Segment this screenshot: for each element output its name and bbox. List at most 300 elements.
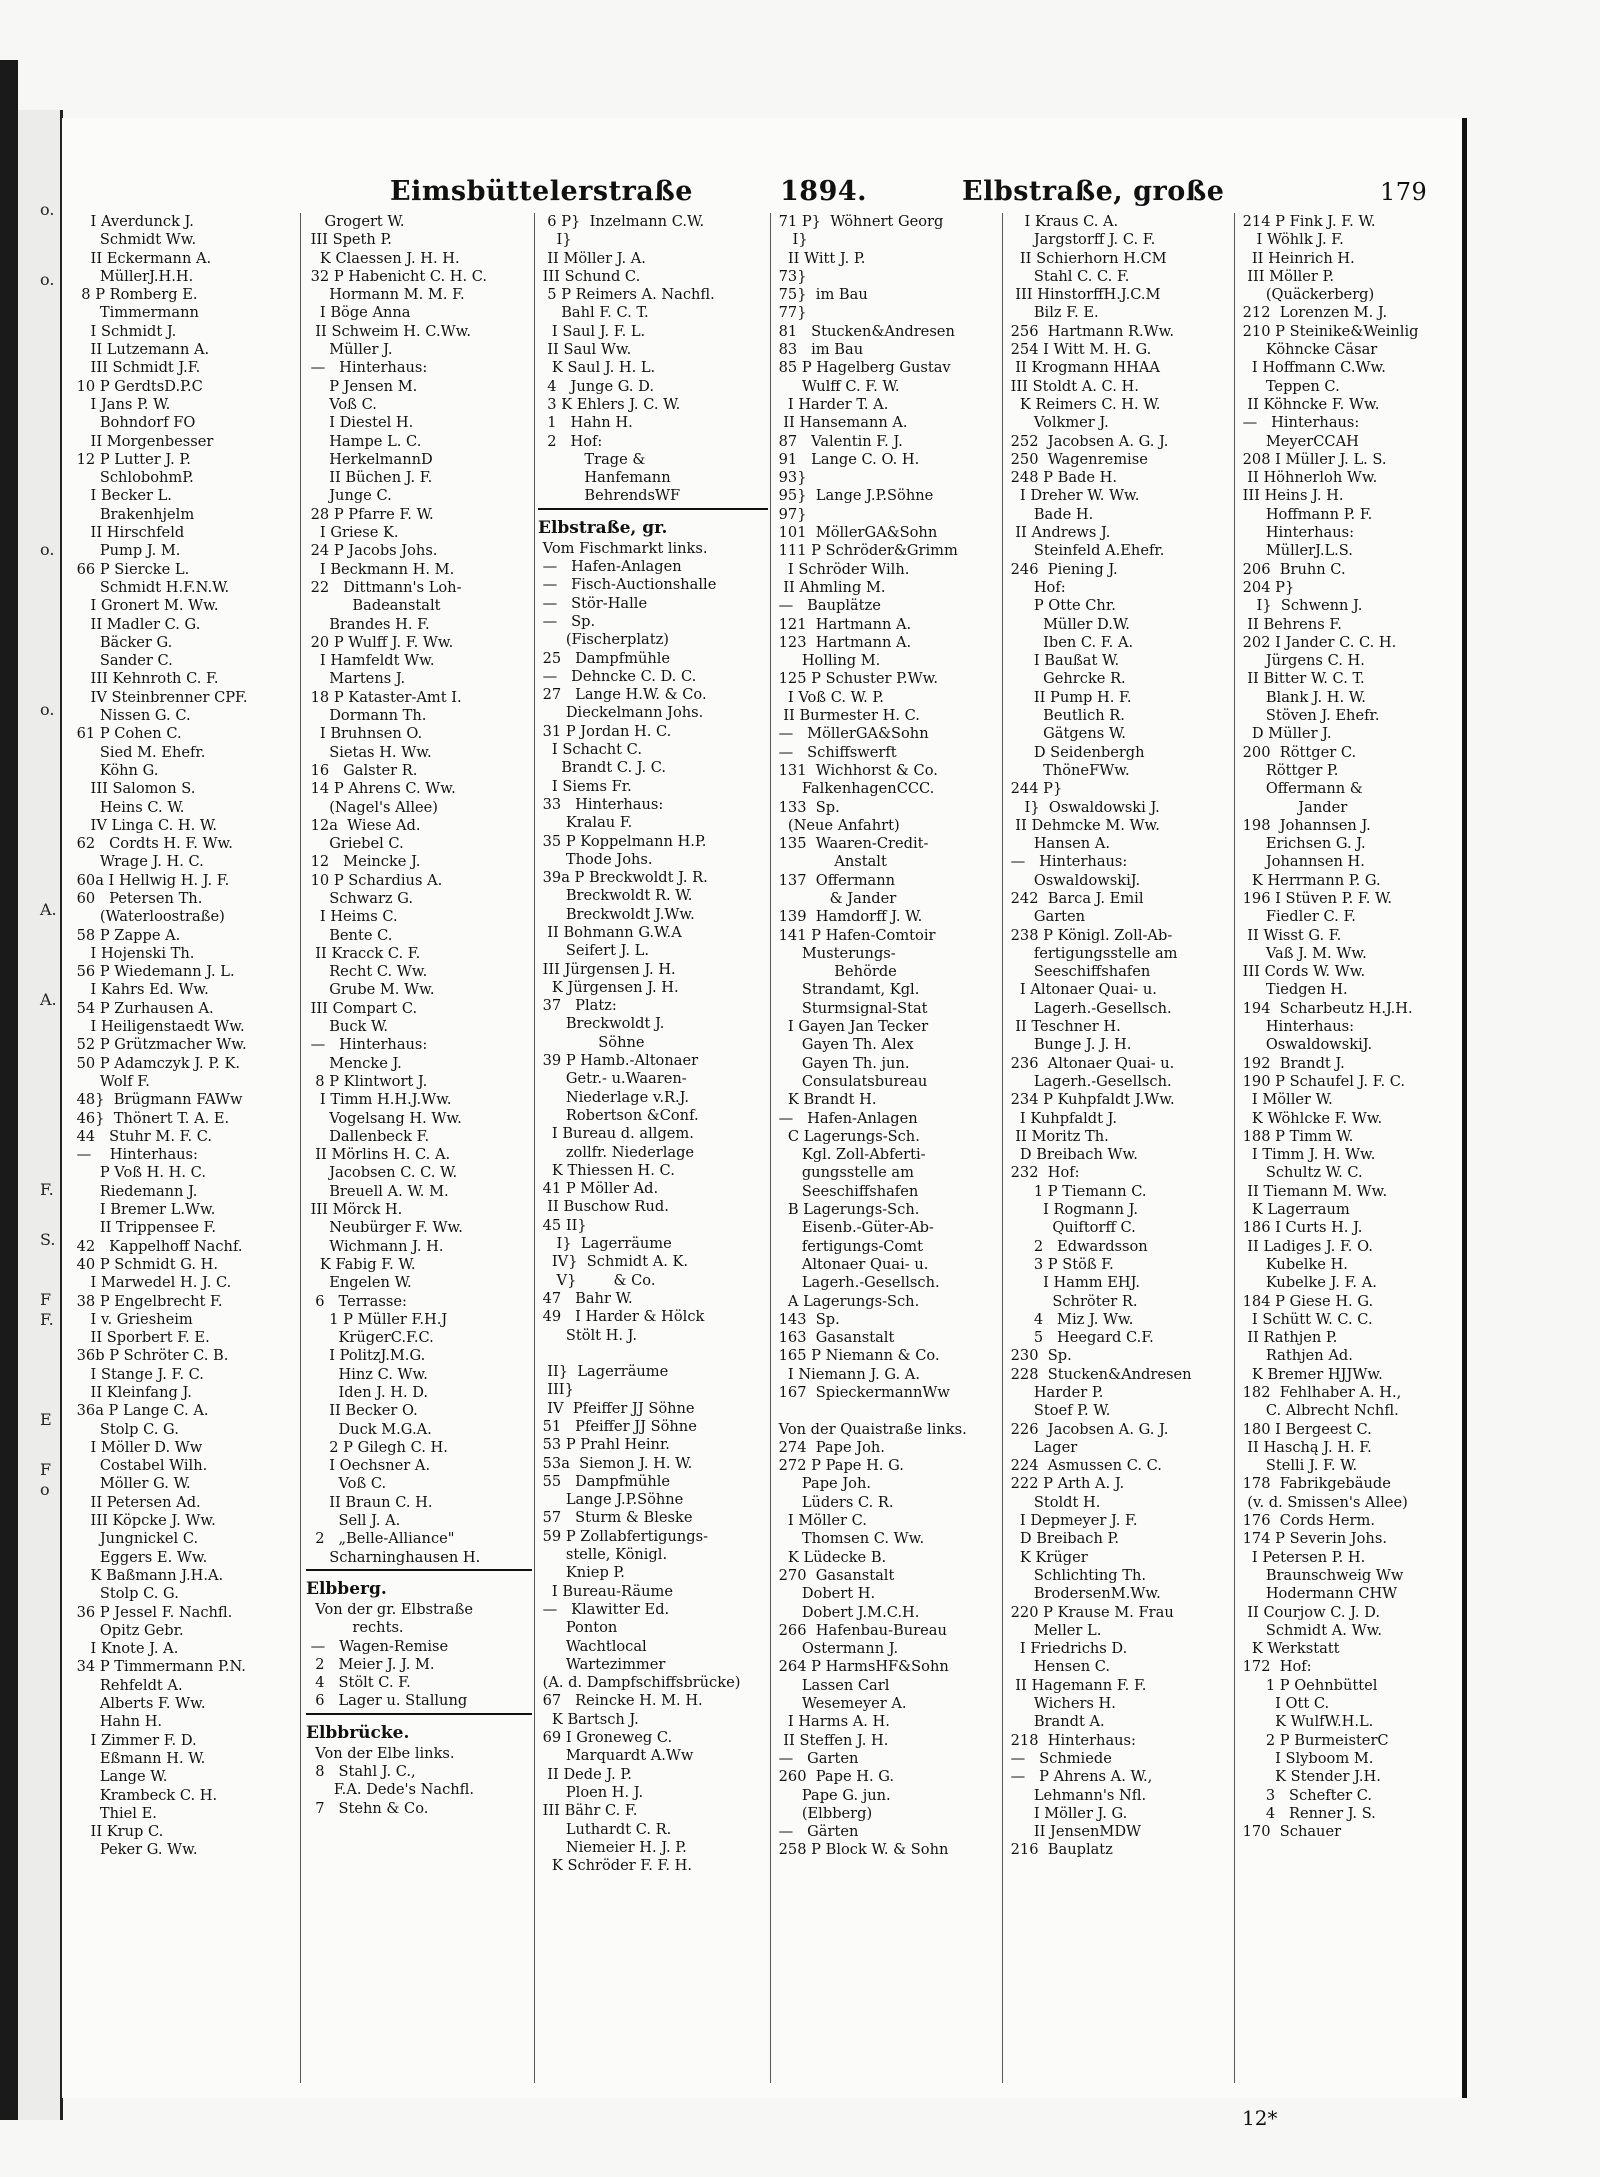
directory-entry: III Jürgensen J. H. <box>538 960 676 978</box>
directory-entry: I Schröder Wilh. <box>774 560 910 578</box>
directory-entry: P Otte Chr. <box>1006 597 1116 615</box>
directory-entry: 85 P Hagelberg Gustav <box>774 359 951 377</box>
directory-entry: I Voß C. W. P. <box>774 688 884 706</box>
directory-entry: 218 Hinterhaus: <box>1006 1731 1136 1749</box>
directory-entry: 174 P Severin Johs. <box>1238 1530 1387 1548</box>
directory-entry: Wichmann J. H. <box>306 1237 444 1255</box>
directory-entry: Schmidt Ww. <box>72 231 197 249</box>
directory-entry: II Bitter W. C. T. <box>1238 670 1365 688</box>
directory-entry: 41 P Möller Ad. <box>538 1180 659 1198</box>
directory-entry: 254 I Witt M. H. G. <box>1006 341 1152 359</box>
directory-entry: 28 P Pfarre F. W. <box>306 505 434 523</box>
directory-entry: Wesemeyer A. <box>774 1695 907 1713</box>
prev-page-fragment: S. <box>40 1230 56 1249</box>
directory-entry: II Krogmann HHAA <box>1006 359 1160 377</box>
directory-entry: II Steffen J. H. <box>774 1731 889 1749</box>
directory-entry: Strandamt, Kgl. <box>774 981 920 999</box>
directory-entry: Bade H. <box>1006 505 1094 523</box>
directory-entry: 71 P} Wöhnert Georg <box>774 213 944 230</box>
prev-page-fragment: F <box>40 1290 52 1309</box>
directory-entry: (Elbberg) <box>774 1804 873 1822</box>
directory-entry: K Thiessen H. C. <box>538 1161 675 1179</box>
directory-entry: 111 P Schröder&Grimm <box>774 542 958 560</box>
directory-entry: K Schröder F. F. H. <box>538 1857 693 1875</box>
directory-entry: 75} im Bau <box>774 286 868 304</box>
directory-entry: MüllerJ.L.S. <box>1238 542 1353 560</box>
directory-entry: 60 Petersen Th. <box>72 889 203 907</box>
directory-entry: Costabel Wilh. <box>72 1457 208 1475</box>
directory-entry: II Heinrich H. <box>1238 249 1355 267</box>
directory-entry: — Garten <box>774 1749 859 1767</box>
directory-entry: Pump J. M. <box>72 542 181 560</box>
directory-entry: ThöneFWw. <box>1006 761 1130 779</box>
directory-entry: 163 Gasanstalt <box>774 1329 895 1347</box>
directory-entry: & Jander <box>774 889 897 907</box>
directory-entry: rechts. <box>306 1619 404 1637</box>
directory-entry: Peker G. Ww. <box>72 1841 198 1859</box>
directory-entry: Kniep P. <box>538 1564 625 1582</box>
directory-entry: Jander <box>1238 798 1348 816</box>
directory-entry: Engelen W. <box>306 1274 412 1292</box>
directory-entry: 202 I Jander C. C. H. <box>1238 633 1397 651</box>
prev-page-fragment: A. <box>40 900 57 919</box>
directory-entry: Vaß J. M. Ww. <box>1238 944 1367 962</box>
directory-entry: IV Linga C. H. W. <box>72 816 217 834</box>
prev-page-fragment: F. <box>40 1180 54 1199</box>
directory-entry: Badeanstalt <box>306 597 441 615</box>
directory-entry: (Quäckerberg) <box>1238 286 1375 304</box>
directory-entry: 242 Barca J. Emil <box>1006 889 1144 907</box>
directory-entry: K Lüdecke B. <box>774 1548 887 1566</box>
directory-entry: Röttger P. <box>1238 761 1339 779</box>
directory-entry: Hansen A. <box>1006 835 1111 853</box>
directory-entry: Köhncke Cäsar <box>1238 341 1378 359</box>
directory-entry: I Schütt W. C. C. <box>1238 1310 1373 1328</box>
directory-entry: Mencke J. <box>306 1054 402 1072</box>
directory-entry: 8 P Romberg E. <box>72 286 198 304</box>
directory-entry: I Rogmann J. <box>1006 1201 1138 1219</box>
directory-entry: 6 P} Inzelmann C.W. <box>538 213 705 230</box>
directory-entry: 60a I Hellwig H. J. F. <box>72 871 230 889</box>
page-number: 179 <box>1380 178 1428 206</box>
directory-entry: I} <box>774 231 808 249</box>
directory-entry: 260 Pape H. G. <box>774 1768 895 1786</box>
directory-entry: 250 Wagenremise <box>1006 450 1148 468</box>
directory-entry: 47 Bahr W. <box>538 1289 633 1307</box>
directory-entry: Eisenb.-Güter-Ab- <box>774 1219 934 1237</box>
directory-entry: Kubelke H. <box>1238 1255 1348 1273</box>
directory-entry: 61 P Cohen C. <box>72 725 182 743</box>
directory-entry: I Möller J. G. <box>1006 1804 1128 1822</box>
directory-entry: I Bruhnsen O. <box>306 725 423 743</box>
directory-entry: 214 P Fink J. F. W. <box>1238 213 1376 230</box>
directory-entry: III Cords W. Ww. <box>1238 963 1366 981</box>
directory-entry: (A. d. Dampfschiffsbrücke) <box>538 1674 741 1692</box>
directory-entry: III Möller P. <box>1238 267 1335 285</box>
directory-entry: 40 P Schmidt G. H. <box>72 1255 219 1273</box>
directory-entry: Wachtlocal <box>538 1637 647 1655</box>
directory-entry: K Fabig F. W. <box>306 1255 416 1273</box>
directory-entry: — Klawitter Ed. <box>538 1600 670 1618</box>
directory-entry: I Slyboom M. <box>1238 1749 1374 1767</box>
directory-entry: Von der Elbe links. <box>306 1744 455 1762</box>
directory-entry: Blank J. H. W. <box>1238 688 1366 706</box>
directory-entry: Tiedgen H. <box>1238 981 1348 999</box>
directory-entry: I Bureau d. allgem. <box>538 1125 694 1143</box>
directory-entry: I Jans P. W. <box>72 395 171 413</box>
directory-entry: 24 P Jacobs Johs. <box>306 542 438 560</box>
directory-entry: K Lagerraum <box>1238 1201 1350 1219</box>
directory-entry: Erichsen G. J. <box>1238 835 1366 853</box>
year-label: 1894. <box>780 176 868 207</box>
directory-entry: 2 „Belle-Alliance" <box>306 1530 455 1548</box>
directory-entry: 200 Röttger C. <box>1238 743 1357 761</box>
directory-entry: Lassen Carl <box>774 1676 890 1694</box>
directory-entry: 4 Stölt C. F. <box>306 1674 411 1692</box>
directory-entry: Köhn G. <box>72 761 159 779</box>
directory-entry: 7 Stehn & Co. <box>306 1799 429 1817</box>
column-6 <box>1238 213 1458 1841</box>
column-4 <box>774 213 1000 1860</box>
directory-entry: I Zimmer F. D. <box>72 1731 197 1749</box>
directory-entry: Iden J. H. D. <box>306 1384 429 1401</box>
directory-entry <box>774 1402 1000 1420</box>
section-rule <box>538 508 768 514</box>
directory-entry: II Wisst G. F. <box>1238 926 1342 944</box>
directory-entry: I Dreher W. Ww. <box>1006 487 1140 505</box>
directory-entry: Bilz F. E. <box>1006 304 1099 322</box>
directory-entry: I Averdunck J. <box>72 213 194 230</box>
directory-entry: Thiel E. <box>72 1804 157 1822</box>
directory-entry: Gayen Th. Alex <box>774 1036 914 1054</box>
directory-entry: Grube M. Ww. <box>306 981 435 999</box>
directory-entry: B Lagerungs-Sch. <box>774 1201 920 1219</box>
directory-entry: III Compart C. <box>306 999 418 1017</box>
directory-entry: 244 P} <box>1006 780 1063 798</box>
directory-entry: 274 Pape Joh. <box>774 1438 885 1456</box>
directory-entry: I Heiligenstaedt Ww. <box>72 1018 245 1036</box>
directory-entry: 264 P HarmsHF&Sohn <box>774 1658 949 1676</box>
directory-entry: 190 P Schaufel J. F. C. <box>1238 1072 1406 1090</box>
directory-entry: III Speth P. <box>306 231 392 249</box>
directory-entry: K Brandt H. <box>774 1091 877 1109</box>
directory-entry: 52 P Grützmacher Ww. <box>72 1036 247 1054</box>
directory-entry: I Hojenski Th. <box>72 944 195 962</box>
directory-entry: 73} <box>774 267 807 285</box>
directory-entry: III Köpcke J. Ww. <box>72 1512 216 1530</box>
directory-entry: D Breibach P. <box>1006 1530 1120 1548</box>
directory-entry: II Höhnerloh Ww. <box>1238 469 1378 487</box>
directory-entry: 4 Junge G. D. <box>538 377 654 395</box>
directory-entry: Müller D.W. <box>1006 615 1130 633</box>
directory-entry: Schultz W. C. <box>1238 1164 1363 1182</box>
directory-entry: Musterungs- <box>774 944 896 962</box>
directory-entry: I Stange J. F. C. <box>72 1365 204 1383</box>
directory-entry: I} Oswaldowski J. <box>1006 798 1160 816</box>
directory-entry: — Gärten <box>774 1823 859 1841</box>
directory-entry: II Teschner H. <box>1006 1018 1121 1036</box>
directory-entry: 83 im Bau <box>774 341 864 359</box>
street-heading: Elbstraße, gr. <box>538 517 668 538</box>
directory-entry: 49 I Harder & Hölck <box>538 1308 705 1326</box>
directory-entry: I Schacht C. <box>538 741 642 759</box>
directory-entry: 135 Waaren-Credit- <box>774 835 929 853</box>
directory-entry: Breckwoldt R. W. <box>538 887 693 905</box>
directory-entry: Luthardt C. R. <box>538 1820 672 1838</box>
directory-entry: 45 II} <box>538 1216 587 1234</box>
directory-entry: 57 Sturm & Bleske <box>538 1509 693 1527</box>
directory-entry: Buck W. <box>306 1018 389 1036</box>
directory-entry: II Morgenbesser <box>72 432 214 450</box>
directory-entry: Brandt A. <box>1006 1713 1105 1731</box>
directory-entry: Breckwoldt J.Ww. <box>538 905 695 923</box>
directory-entry: 182 Fehlhaber A. H., <box>1238 1384 1402 1401</box>
directory-entry: — Hafen-Anlagen <box>538 558 682 576</box>
directory-entry: — Hafen-Anlagen <box>774 1109 918 1127</box>
directory-entry: Sietas H. Ww. <box>306 743 432 761</box>
directory-entry: Voß C. <box>306 1475 387 1493</box>
directory-entry: 46} Thönert T. A. E. <box>72 1109 230 1127</box>
directory-entry: Vom Fischmarkt links. <box>538 539 708 557</box>
directory-entry: 69 I Groneweg C. <box>538 1729 673 1747</box>
directory-entry: Steinfeld A.Ehefr. <box>1006 542 1165 560</box>
directory-entry: 258 P Block W. & Sohn <box>774 1841 949 1859</box>
directory-entry: P Jensen M. <box>306 377 418 395</box>
column-divider <box>770 213 771 2083</box>
directory-entry: OswaldowskiJ. <box>1006 871 1141 889</box>
directory-entry: D Müller J. <box>1238 725 1332 743</box>
directory-entry: 184 P Giese H. G. <box>1238 1292 1374 1310</box>
directory-entry: 133 Sp. <box>774 798 840 816</box>
directory-entry: 91 Lange C. O. H. <box>774 450 920 468</box>
directory-entry: Hoffmann P. F. <box>1238 505 1373 523</box>
directory-entry: I Depmeyer J. F. <box>1006 1512 1138 1530</box>
directory-entry: 246 Piening J. <box>1006 560 1118 578</box>
directory-entry: 59 P Zollabfertigungs- <box>538 1527 709 1545</box>
directory-entry: — Hinterhaus: <box>1238 414 1360 432</box>
directory-entry: 12a Wiese Ad. <box>306 816 421 834</box>
directory-entry: I Niemann J. G. A. <box>774 1365 920 1383</box>
directory-entry: Timmermann <box>72 304 199 322</box>
directory-entry: Gehrcke R. <box>1006 670 1126 688</box>
directory-entry: D Breibach Ww. <box>1006 1146 1138 1164</box>
directory-entry: III Schmidt J.F. <box>72 359 201 377</box>
directory-entry: D Seidenbergh <box>1006 743 1145 761</box>
directory-entry: 14 P Ahrens C. Ww. <box>306 780 456 798</box>
directory-entry: Von der gr. Elbstraße <box>306 1600 473 1618</box>
directory-entry: 36a P Lange C. A. <box>72 1402 209 1420</box>
directory-entry: Möller G. W. <box>72 1475 191 1493</box>
directory-entry: Breckwoldt J. <box>538 1015 665 1033</box>
directory-entry: Stolp C. G. <box>72 1420 179 1438</box>
directory-entry: 3 Schefter C. <box>1238 1786 1373 1804</box>
directory-entry: BrodersenM.Ww. <box>1006 1585 1161 1603</box>
directory-entry: Duck M.G.A. <box>306 1420 432 1438</box>
directory-entry: III HinstorffH.J.C.M <box>1006 286 1161 304</box>
directory-entry: 87 Valentin F. J. <box>774 432 903 450</box>
directory-entry: II Becker O. <box>306 1402 418 1420</box>
directory-entry: K Bartsch J. <box>538 1710 639 1728</box>
directory-entry: Ponton <box>538 1619 618 1637</box>
directory-entry: 36 P Jessel F. Nachfl. <box>72 1603 233 1621</box>
directory-entry: 176 Cords Herm. <box>1238 1512 1375 1530</box>
directory-entry: 252 Jacobsen A. G. J. <box>1006 432 1169 450</box>
directory-entry: 10 P Schardius A. <box>306 871 443 889</box>
directory-entry: II Pump H. F. <box>1006 688 1132 706</box>
directory-entry: 33 Hinterhaus: <box>538 795 664 813</box>
directory-entry: Fiedler C. F. <box>1238 908 1356 926</box>
directory-entry: Offermann & <box>1238 780 1363 798</box>
directory-entry: 141 P Hafen-Comtoir <box>774 926 936 944</box>
directory-entry: Beutlich R. <box>1006 707 1125 725</box>
directory-entry: Brakenhjelm <box>72 505 195 523</box>
directory-entry: Pape G. jun. <box>774 1786 891 1804</box>
directory-entry: MeyerCCAH <box>1238 432 1359 450</box>
directory-entry: Thomsen C. Ww. <box>774 1530 925 1548</box>
directory-entry: 12 P Lutter J. P. <box>72 450 191 468</box>
directory-entry: I Timm H.H.J.Ww. <box>306 1091 452 1109</box>
directory-entry: Getr.- u.Waaren- <box>538 1070 687 1088</box>
directory-entry: — Bauplätze <box>774 597 881 615</box>
previous-page-edge <box>18 110 63 2120</box>
directory-entry: SchlobohmP. <box>72 469 194 487</box>
directory-entry: Dobert J.M.C.H. <box>774 1603 920 1621</box>
directory-entry: 31 P Jordan H. C. <box>538 722 672 740</box>
directory-entry: K Herrmann P. G. <box>1238 871 1381 889</box>
directory-entry: K Bremer HJJWw. <box>1238 1365 1383 1383</box>
directory-entry: I Gronert M. Ww. <box>72 597 219 615</box>
prev-page-fragment: o. <box>40 700 55 719</box>
directory-entry: II JensenMDW <box>1006 1823 1142 1841</box>
directory-entry: K Reimers C. H. W. <box>1006 395 1161 413</box>
directory-entry: I Kuhpfaldt J. <box>1006 1109 1118 1127</box>
directory-entry: Vogelsang H. Ww. <box>306 1109 462 1127</box>
directory-entry: II Hansemann A. <box>774 414 908 432</box>
directory-entry: 2 Hof: <box>538 432 603 450</box>
directory-entry: I Wöhlk J. F. <box>1238 231 1344 249</box>
directory-entry: I} <box>538 231 572 249</box>
directory-entry: II Schierhorn H.CM <box>1006 249 1167 267</box>
directory-entry: K Saul J. H. L. <box>538 359 656 377</box>
column-1 <box>72 213 298 1860</box>
directory-entry: Stolp C. G. <box>72 1585 179 1603</box>
column-5 <box>1006 213 1232 1860</box>
directory-entry: 56 P Wiedemann J. L. <box>72 963 235 981</box>
directory-entry: Dormann Th. <box>306 707 427 725</box>
directory-entry: Lagerh.-Gesellsch. <box>1006 1072 1172 1090</box>
directory-entry: I Saul J. F. L. <box>538 322 646 340</box>
directory-entry: 35 P Koppelmann H.P. <box>538 832 707 850</box>
directory-entry: 178 Fabrikgebäude <box>1238 1475 1391 1493</box>
directory-entry: Gayen Th. jun. <box>774 1054 910 1072</box>
column-2 <box>306 213 532 1818</box>
page-header <box>140 166 1462 206</box>
directory-entry: Heins C. W. <box>72 798 185 816</box>
directory-entry: — Hinterhaus: <box>306 1036 428 1054</box>
street-heading: Elbbrücke. <box>306 1722 410 1743</box>
directory-entry: II Burmester H. C. <box>774 707 920 725</box>
directory-entry: 186 I Curts H. J. <box>1238 1219 1363 1237</box>
directory-entry: III Stoldt A. C. H. <box>1006 377 1139 395</box>
directory-entry: 27 Lange H.W. & Co. <box>538 686 707 704</box>
directory-entry: Kgl. Zoll-Abferti- <box>774 1146 926 1164</box>
directory-entry: Hormann M. M. F. <box>306 286 465 304</box>
directory-entry: Thode Johs. <box>538 850 653 868</box>
directory-entry: 123 Hartmann A. <box>774 633 912 651</box>
directory-entry: 97} <box>774 505 807 523</box>
left-street-title: Eimsbüttelerstraße <box>390 176 693 207</box>
directory-entry: 101 MöllerGA&Sohn <box>774 524 938 542</box>
directory-entry: — Dehncke C. D. C. <box>538 667 697 685</box>
directory-entry: 256 Hartmann R.Ww. <box>1006 322 1175 340</box>
directory-entry: 121 Hartmann A. <box>774 615 912 633</box>
directory-entry: 188 P Timm W. <box>1238 1127 1354 1145</box>
directory-entry: Dieckelmann Johs. <box>538 704 704 722</box>
directory-entry: 2 Edwardsson <box>1006 1237 1148 1255</box>
directory-entry <box>538 1345 768 1363</box>
directory-entry: 48} Brügmann FAWw <box>72 1091 243 1109</box>
directory-entry: Rathjen Ad. <box>1238 1347 1353 1365</box>
directory-entry: 6 Lager u. Stallung <box>306 1692 468 1710</box>
directory-entry: 6 Terrasse: <box>306 1292 407 1310</box>
directory-entry: Recht C. Ww. <box>306 963 428 981</box>
directory-entry: fertigungs-Comt <box>774 1237 923 1255</box>
directory-entry: 194 Scharbeutz H.J.H. <box>1238 999 1413 1017</box>
directory-entry: FalkenhagenCCC. <box>774 780 935 798</box>
directory-entry: 1 P Müller F.H.J <box>306 1310 448 1328</box>
directory-entry: Lehmann's Nfl. <box>1006 1786 1147 1804</box>
directory-entry: Schwarz G. <box>306 889 414 907</box>
directory-entry: — Hinterhaus: <box>306 359 428 377</box>
directory-entry: Schmidt A. Ww. <box>1238 1621 1382 1639</box>
directory-entry: C Lagerungs-Sch. <box>774 1127 920 1145</box>
directory-entry: 212 Lorenzen M. J. <box>1238 304 1388 322</box>
directory-entry: K Krüger <box>1006 1548 1088 1566</box>
directory-entry: Stöven J. Ehefr. <box>1238 707 1380 725</box>
directory-entry: Jacobsen C. C. W. <box>306 1164 458 1182</box>
directory-entry: 2 P BurmeisterC <box>1238 1731 1389 1749</box>
directory-entry: — Stör-Halle <box>538 594 648 612</box>
prev-page-fragment: o. <box>40 540 55 559</box>
directory-entry: Teppen C. <box>1238 377 1340 395</box>
directory-entry: II Moritz Th. <box>1006 1127 1109 1145</box>
directory-entry: Ploen H. J. <box>538 1783 644 1801</box>
directory-entry: 95} Lange J.P.Söhne <box>774 487 934 505</box>
directory-entry: Meller L. <box>1006 1621 1102 1639</box>
directory-entry: 2 Meier J. J. M. <box>306 1655 435 1673</box>
directory-entry: Müller J. <box>306 341 393 359</box>
directory-entry: 39 P Hamb.-Altonaer <box>538 1052 699 1070</box>
directory-entry: 55 Dampfmühle <box>538 1472 671 1490</box>
directory-entry: Martens J. <box>306 670 406 688</box>
directory-entry: 20 P Wulff J. F. Ww. <box>306 633 454 651</box>
directory-entry: 230 Sp. <box>1006 1347 1072 1365</box>
column-divider <box>1234 213 1235 2083</box>
directory-entry: 81 Stucken&Andresen <box>774 322 955 340</box>
prev-page-fragment: o <box>40 1480 50 1499</box>
directory-entry: Ostermann J. <box>774 1640 899 1658</box>
directory-entry: Wrage J. H. C. <box>72 853 204 871</box>
directory-entry: Niederlage v.R.J. <box>538 1088 689 1106</box>
prev-page-fragment: A. <box>40 990 57 1009</box>
directory-entry: I Friedrichs D. <box>1006 1640 1128 1658</box>
directory-entry: 34 P Timmermann P.N. <box>72 1658 246 1676</box>
directory-entry: 8 Stahl J. C., <box>306 1763 416 1781</box>
directory-entry: Braunschweig Ww <box>1238 1566 1404 1584</box>
directory-entry: 93} <box>774 469 807 487</box>
directory-entry: Dobert H. <box>774 1585 876 1603</box>
directory-entry: IV Steinbrenner CPF. <box>72 688 248 706</box>
